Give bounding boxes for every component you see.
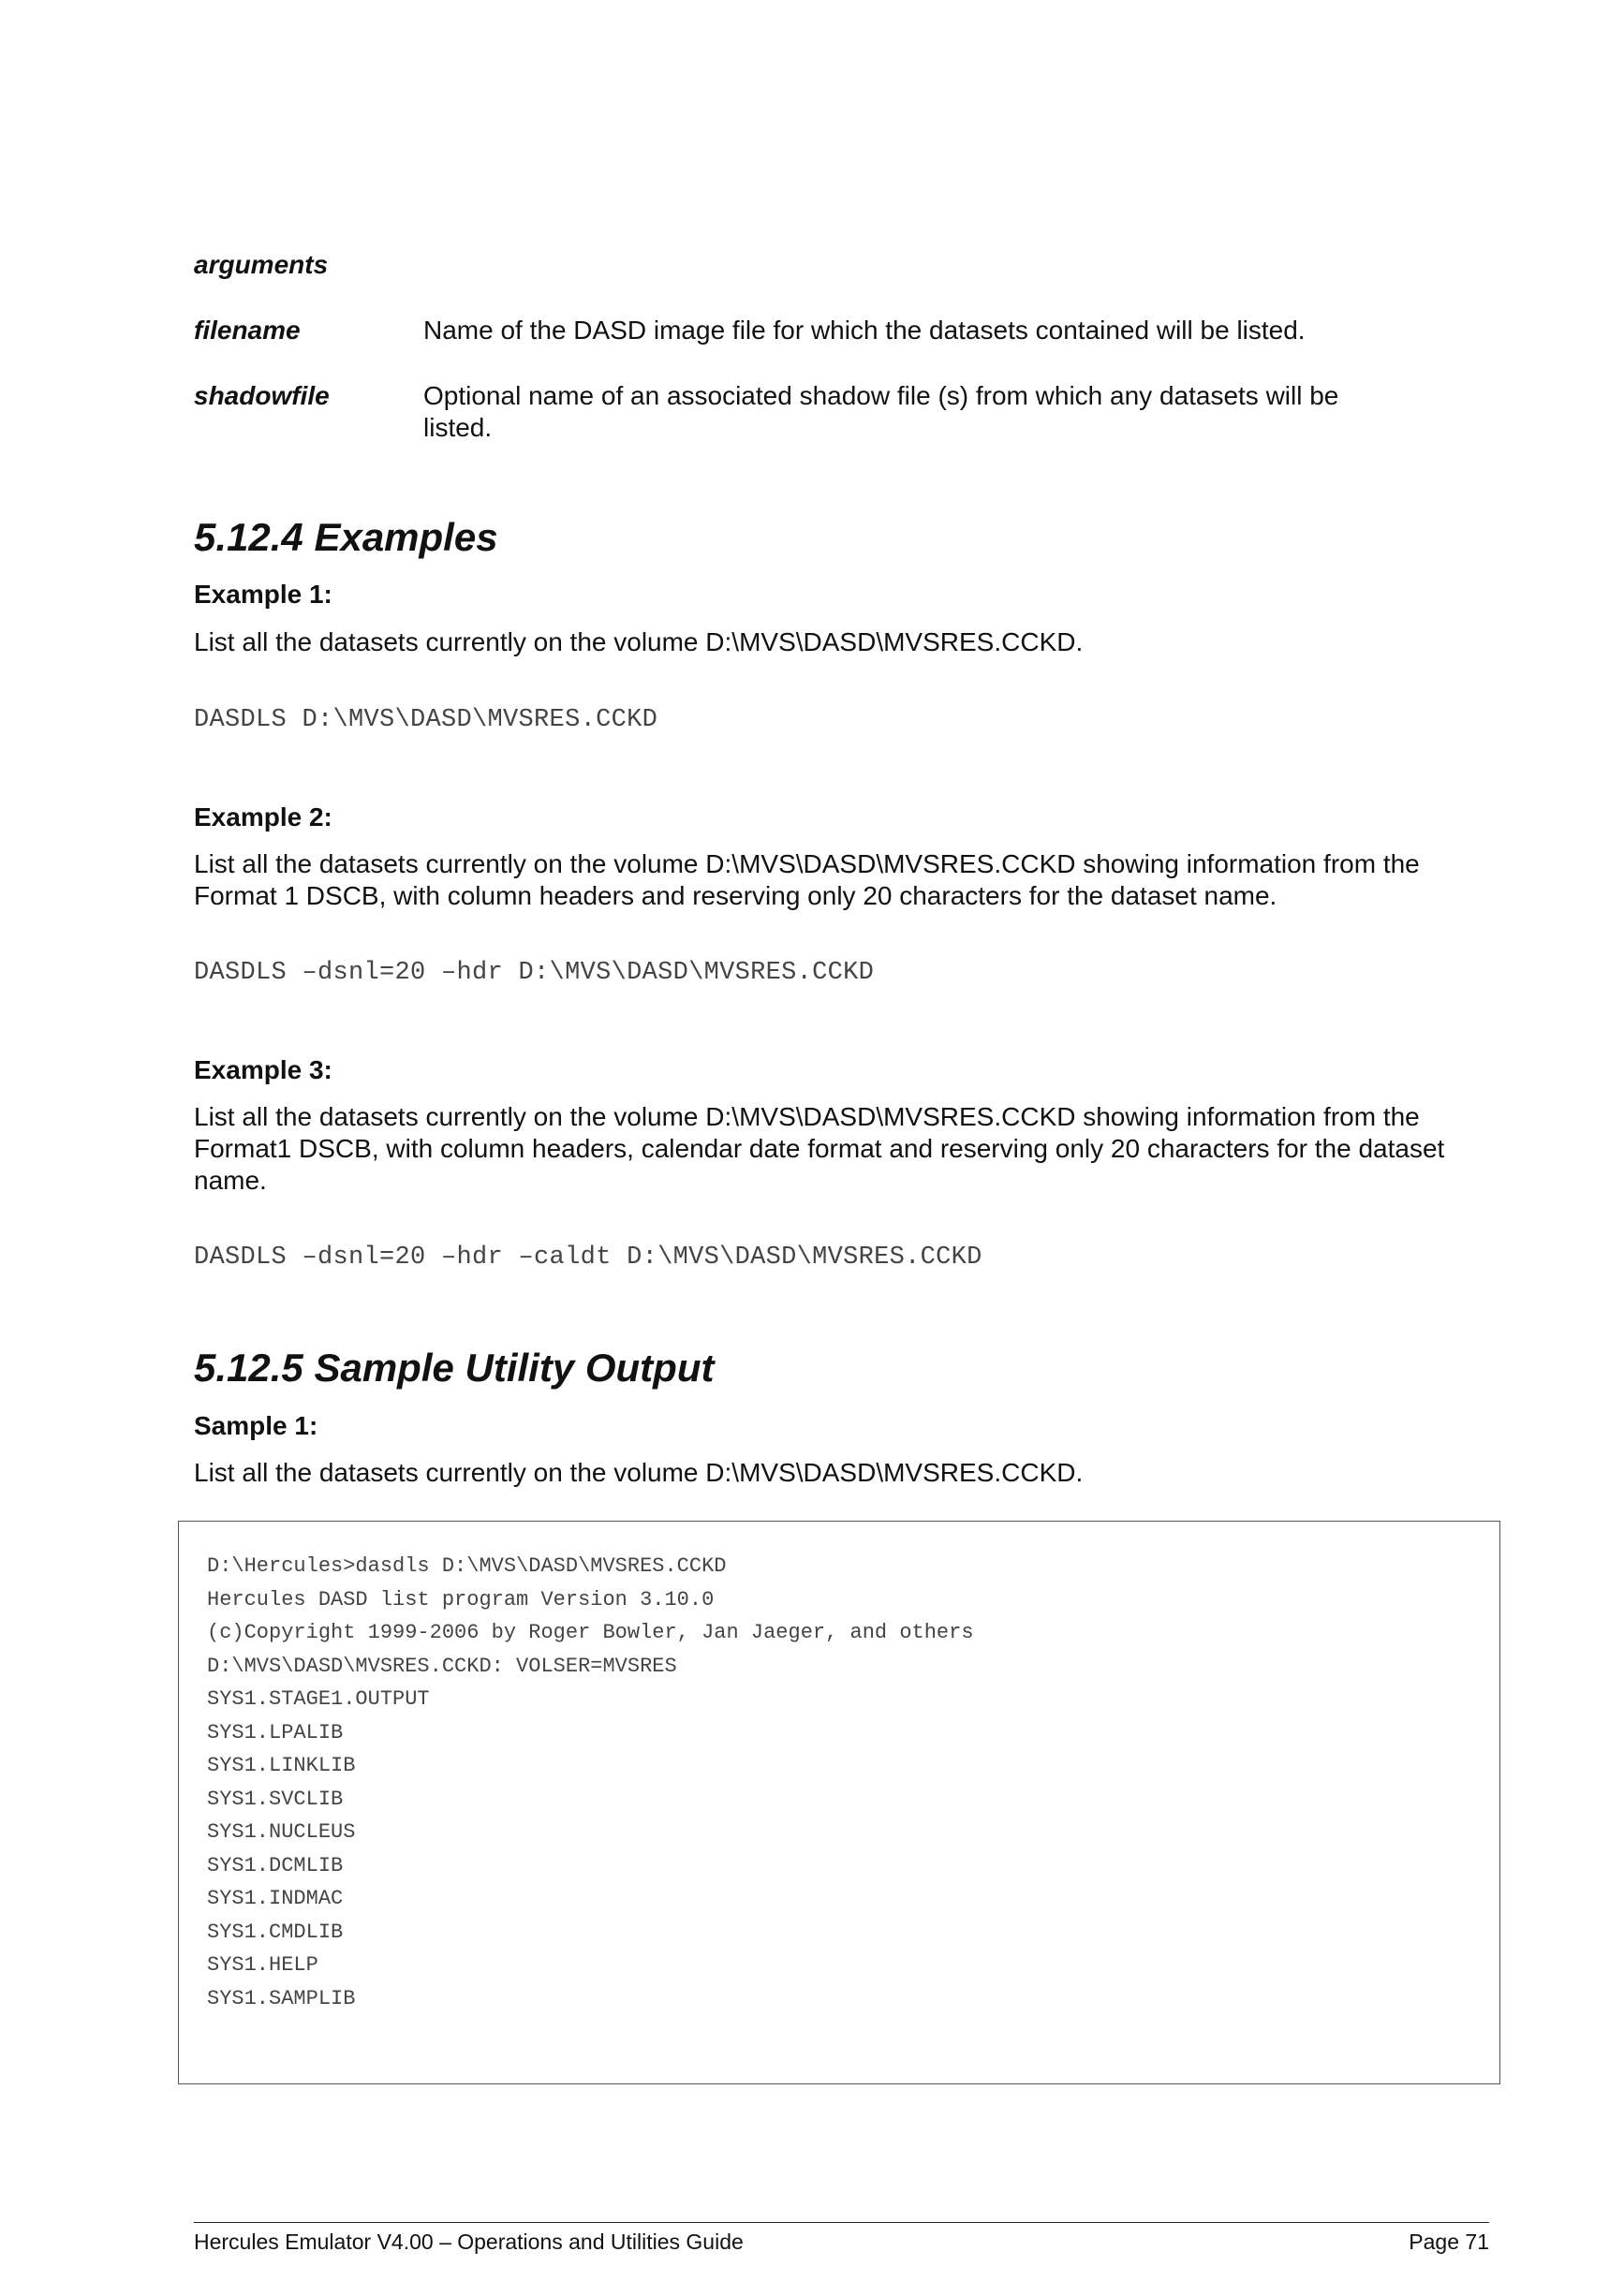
footer-divider <box>194 2222 1489 2223</box>
sample-output-lines <box>207 1550 974 2015</box>
output-line: SYS1.INDMAC <box>207 1887 344 1910</box>
output-line: SYS1.SAMPLIB <box>207 1986 356 2010</box>
argument-desc-shadowfile: Optional name of an associated shadow file (s) from which any datasets will be listed. <box>423 381 1339 442</box>
example-2-desc: List all the datasets currently on the volume D:\MVS\DASD\MVSRES.CCKD showing information from the Format 1 DSCB, with column headers and reserving only 20 characters for the dataset name. <box>194 849 1420 910</box>
output-line: SYS1.NUCLEUS <box>207 1820 356 1844</box>
footer-title: Hercules Emulator V4.00 – Operations and Utilities Guide <box>194 2230 744 2254</box>
sample-output-box <box>178 1521 1500 2084</box>
output-line: SYS1.LINKLIB <box>207 1754 356 1777</box>
argument-term-filename: filename <box>194 316 301 345</box>
output-line: SYS1.SVCLIB <box>207 1787 344 1811</box>
output-line: D:\Hercules>dasdls D:\MVS\DASD\MVSRES.CCKD <box>207 1554 727 1578</box>
example-3-label: Example 3: <box>194 1055 332 1084</box>
output-line: (c)Copyright 1999-2006 by Roger Bowler, Jan Jaeger, and others <box>207 1621 974 1644</box>
output-line: SYS1.CMDLIB <box>207 1920 344 1944</box>
example-1-desc: List all the datasets currently on the volume D:\MVS\DASD\MVSRES.CCKD. <box>194 627 1084 656</box>
argument-desc-filename: Name of the DASD image file for which the datasets contained will be listed. <box>423 316 1306 345</box>
output-line: SYS1.HELP <box>207 1953 318 1977</box>
sample-1-label: Sample 1: <box>194 1411 318 1440</box>
output-line: SYS1.DCMLIB <box>207 1853 344 1877</box>
output-line: SYS1.STAGE1.OUTPUT <box>207 1687 430 1711</box>
example-1-label: Example 1: <box>194 580 332 609</box>
example-2-command: DASDLS –dsnl=20 –hdr D:\MVS\DASD\MVSRES.CCKD <box>194 959 875 987</box>
example-3-command: DASDLS –dsnl=20 –hdr –caldt D:\MVS\DASD\MVSRES.CCKD <box>194 1244 982 1272</box>
output-line: Hercules DASD list program Version 3.10.0 <box>207 1587 715 1612</box>
output-line: SYS1.LPALIB <box>207 1720 344 1744</box>
argument-term-shadowfile: shadowfile <box>194 381 330 410</box>
section-heading-sample-output: 5.12.5 Sample Utility Output <box>194 1346 715 1390</box>
footer-page-number: Page 71 <box>1409 2230 1489 2254</box>
section-heading-examples: 5.12.4 Examples <box>194 515 498 559</box>
arguments-heading: arguments <box>194 250 329 279</box>
example-3-desc: List all the datasets currently on the volume D:\MVS\DASD\MVSRES.CCKD showing information from the Format1 DSCB, with column headers, calendar date format and reserving only 20 characters for the dataset name. <box>194 1102 1445 1195</box>
sample-1-desc: List all the datasets currently on the volume D:\MVS\DASD\MVSRES.CCKD. <box>194 1458 1084 1487</box>
example-2-label: Example 2: <box>194 802 332 832</box>
output-line: D:\MVS\DASD\MVSRES.CCKD: VOLSER=MVSRES <box>207 1654 677 1678</box>
example-1-command: DASDLS D:\MVS\DASD\MVSRES.CCKD <box>194 706 658 734</box>
